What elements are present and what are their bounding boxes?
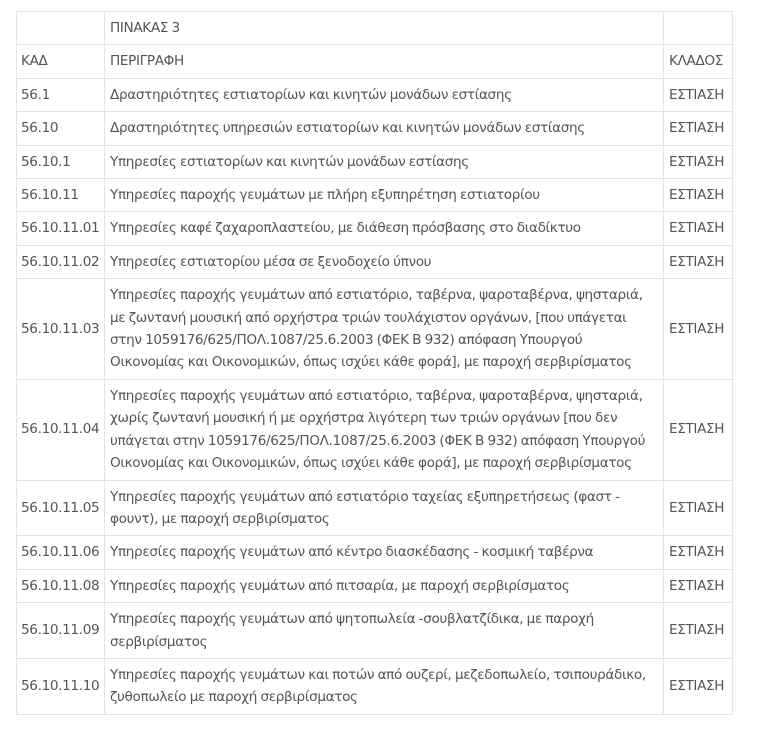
table-header-row: [17, 45, 733, 78]
row-code: 56.10: [17, 112, 105, 145]
table-row: [17, 212, 733, 245]
row-sector: ΕΣΤΙΑΣΗ: [664, 279, 733, 380]
header-sector: ΚΛΑΔΟΣ: [664, 45, 733, 78]
table-row: [17, 569, 733, 602]
row-description: Υπηρεσίες εστιατορίου μέσα σε ξενοδοχείο ύπνου: [105, 245, 664, 278]
row-code: 56.10.1: [17, 145, 105, 178]
row-sector: ΕΣΤΙΑΣΗ: [664, 480, 733, 536]
row-description: Υπηρεσίες παροχής γευμάτων από εστιατόριο, ταβέρνα, ψαροταβέρνα, ψησταριά, χωρίς ζωντανή μουσική ή με ορχήστρα λιγότερη των τριών οργάνων [που δεν υπάγεται στην 1059176/625/ΠΟΛ.1087/25.6.2003 (ΦΕΚ Β 932) απόφαση Υπουργού Οικονομίας και Οικονομικών, όπως ισχύει κάθε φορά], με παροχή σερβιρίσματος: [105, 379, 664, 480]
row-code: 56.10.11.04: [17, 379, 105, 480]
row-code: 56.10.11.01: [17, 212, 105, 245]
table-container: [16, 11, 733, 715]
title-empty-cell: [664, 12, 733, 45]
row-description: Υπηρεσίες παροχής γευμάτων από εστιατόριο ταχείας εξυπηρετήσεως (φαστ - φουντ), με παροχή σερβιρίσματος: [105, 480, 664, 536]
row-description: Υπηρεσίες παροχής γευμάτων με πλήρη εξυπηρέτηση εστιατορίου: [105, 179, 664, 212]
row-code: 56.10.11.02: [17, 245, 105, 278]
row-code: 56.10.11.03: [17, 279, 105, 380]
table-row: [17, 536, 733, 569]
row-description: Δραστηριότητες εστιατορίων και κινητών μονάδων εστίασης: [105, 78, 664, 111]
row-sector: ΕΣΤΙΑΣΗ: [664, 78, 733, 111]
row-description: Υπηρεσίες παροχής γευμάτων από πιτσαρία, με παροχή σερβιρίσματος: [105, 569, 664, 602]
row-sector: ΕΣΤΙΑΣΗ: [664, 569, 733, 602]
table-row: [17, 658, 733, 714]
row-code: 56.10.11.08: [17, 569, 105, 602]
row-code: 56.10.11.10: [17, 658, 105, 714]
header-description: ΠΕΡΙΓΡΑΦΗ: [105, 45, 664, 78]
table-row: [17, 379, 733, 480]
title-empty-cell: [17, 12, 105, 45]
row-code: 56.10.11: [17, 179, 105, 212]
kad-table: [16, 11, 733, 715]
row-sector: ΕΣΤΙΑΣΗ: [664, 179, 733, 212]
row-description: Υπηρεσίες παροχής γευμάτων από εστιατόριο, ταβέρνα, ψαροταβέρνα, ψησταριά, με ζωντανή μουσική από ορχήστρα τριών τουλάχιστον οργάνων, [που υπάγεται στην 1059176/625/ΠΟΛ.1087/25.6.2003 (ΦΕΚ Β 932) απόφαση Υπουργού Οικονομίας και Οικονομικών, όπως ισχύει κάθε φορά], με παροχή σερβιρίσματος: [105, 279, 664, 380]
row-sector: ΕΣΤΙΑΣΗ: [664, 603, 733, 659]
table-row: [17, 480, 733, 536]
row-sector: ΕΣΤΙΑΣΗ: [664, 379, 733, 480]
table-row: [17, 112, 733, 145]
table-row: [17, 145, 733, 178]
row-sector: ΕΣΤΙΑΣΗ: [664, 658, 733, 714]
row-sector: ΕΣΤΙΑΣΗ: [664, 212, 733, 245]
row-code: 56.10.11.05: [17, 480, 105, 536]
table-row: [17, 179, 733, 212]
row-sector: ΕΣΤΙΑΣΗ: [664, 245, 733, 278]
row-description: Υπηρεσίες εστιατορίων και κινητών μονάδων εστίασης: [105, 145, 664, 178]
table-title: ΠΙΝΑΚΑΣ 3: [105, 12, 664, 45]
table-row: [17, 279, 733, 380]
row-description: Υπηρεσίες παροχής γευμάτων και ποτών από ουζερί, μεζεδοπωλείο, τσιπουράδικο, ζυθοπωλείο με παροχή σερβιρίσματος: [105, 658, 664, 714]
table-row: [17, 603, 733, 659]
row-description: Δραστηριότητες υπηρεσιών εστιατορίων και κινητών μονάδων εστίασης: [105, 112, 664, 145]
row-sector: ΕΣΤΙΑΣΗ: [664, 536, 733, 569]
row-code: 56.10.11.09: [17, 603, 105, 659]
row-code: 56.1: [17, 78, 105, 111]
table-row: [17, 245, 733, 278]
table-title-row: [17, 12, 733, 45]
row-description: Υπηρεσίες καφέ ζαχαροπλαστείου, με διάθεση πρόσβασης στο διαδίκτυο: [105, 212, 664, 245]
row-description: Υπηρεσίες παροχής γευμάτων από ψητοπωλεία -σουβλατζίδικα, με παροχή σερβιρίσματος: [105, 603, 664, 659]
row-description: Υπηρεσίες παροχής γευμάτων από κέντρο διασκέδασης - κοσμική ταβέρνα: [105, 536, 664, 569]
row-sector: ΕΣΤΙΑΣΗ: [664, 112, 733, 145]
header-code: ΚΑΔ: [17, 45, 105, 78]
row-code: 56.10.11.06: [17, 536, 105, 569]
row-sector: ΕΣΤΙΑΣΗ: [664, 145, 733, 178]
table-row: [17, 78, 733, 111]
